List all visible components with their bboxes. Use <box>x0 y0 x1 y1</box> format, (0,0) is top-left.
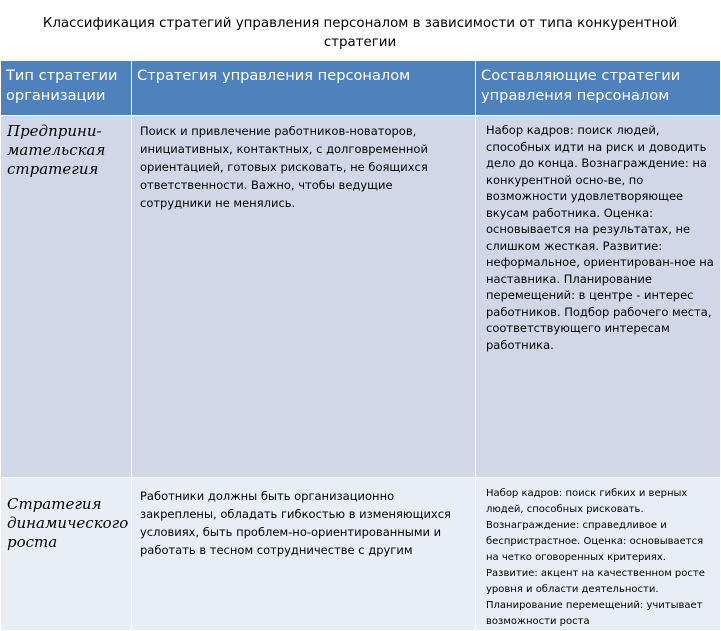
row-strategy-cell: Поиск и привлечение работников-новаторов, инициативных, контактных, с долговременной ориентацией, готовых рисковать, не боящихся ответственности. Важно, чтобы ведущие сотрудники не менялись. <box>132 116 476 478</box>
table-row <box>1 116 721 478</box>
slide-title: Классификация стратегий управления персоналом в зависимости от типа конкурентной стратегии <box>42 16 678 50</box>
row-type-cell: Стратегия динамического роста <box>1 478 132 631</box>
header-cell-strategy: Стратегия управления персоналом <box>132 61 476 116</box>
row-components-cell: Набор кадров: поиск людей, способных идти на риск и доводить дело до конца. Вознаграждение: на конкурентной осно-ве, по возможности удовлетворяющее вкусам работника. Оценка: основывается на результатах, не слишком жесткая. Развитие: неформальное, ориентирован-ное на наставника. Планирование перемещений: в центре - интерес работников. Подбор рабочего места, соответствующего интересам работника. <box>476 116 721 478</box>
table-row <box>1 478 721 631</box>
row-type-cell: Предприни-мательская стратегия <box>1 116 132 478</box>
row-strategy-cell: Работники должны быть организационно закреплены, обладать гибкостью в изменяющихся условиях, быть проблем-но-ориентированными и работать в тесном сотрудничестве с другим <box>132 478 476 631</box>
row-components-cell: Набор кадров: поиск гибких и верных людей, способных рисковать. Вознаграждение: справедливое и беспристрастное. Оценка: основывается на четко оговоренных критериях. Развитие: акцент на качественном росте уровня и области деятельности. Планирование перемещений: учитывает возможности роста <box>476 478 721 631</box>
header-cell-components: Составляющие стратегии управления персоналом <box>476 61 721 116</box>
header-cell-type: Тип стратегии организации <box>1 61 132 116</box>
table-header-row <box>1 61 721 116</box>
strategy-table <box>0 60 721 631</box>
